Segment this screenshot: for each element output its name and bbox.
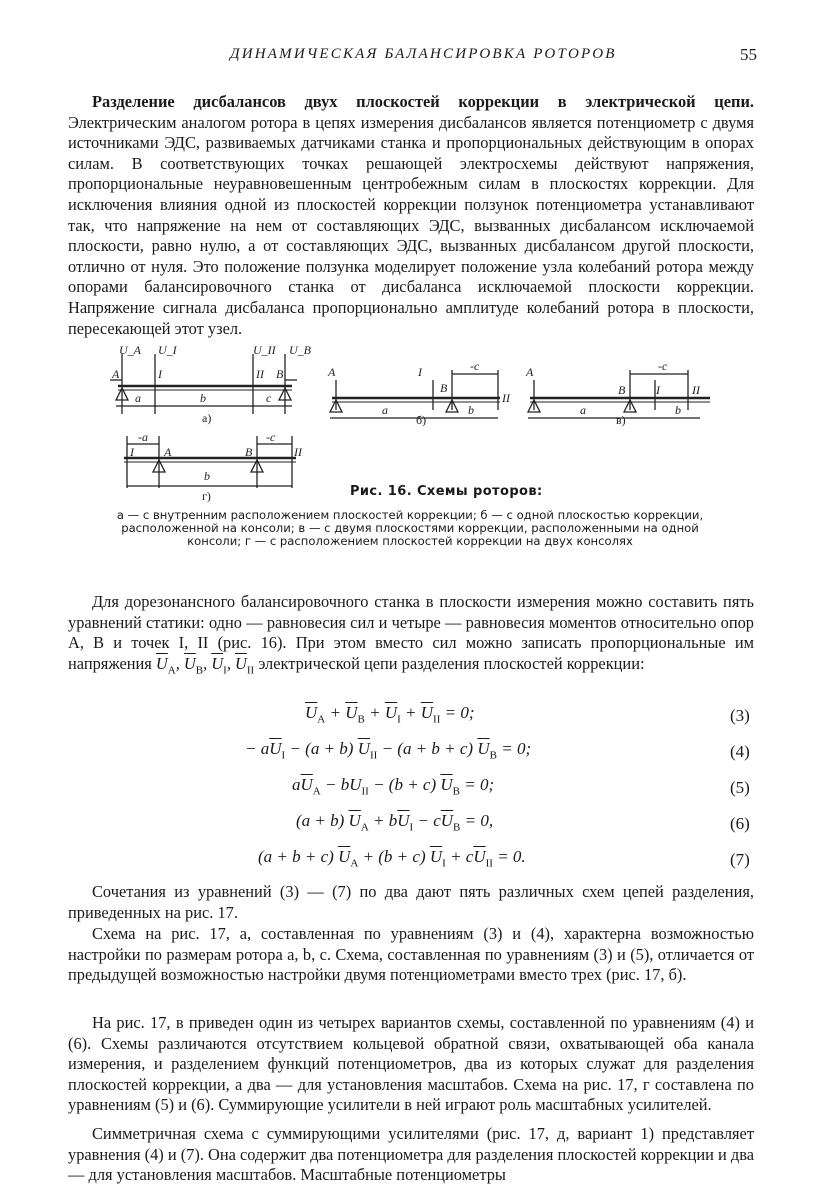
label-b-support: B — [276, 367, 284, 381]
paragraph-lead: Разделение дисбалансов двух плоскостей коррекции в электрической цепи. — [92, 92, 754, 111]
label-d-dim-b: b — [204, 469, 210, 483]
label-c-i: I — [656, 383, 660, 397]
label-dim-a: a — [135, 391, 141, 405]
intro-tail: электрической цепи разделения плоскостей коррекции: — [258, 653, 645, 673]
label-d-i: I — [130, 445, 134, 459]
label-d-minus-c: -c — [266, 430, 276, 444]
figure-title: Рис. 16. Схемы роторов: — [350, 484, 543, 499]
combinations-text: Сочетания из уравнений (3) — (7) по два дают пять различных схем цепей разделения, приведенных на рис. 17. — [68, 882, 754, 922]
equation-3: $\overline{U}_A + \overline{U}_B + \overline{U}_I + \overline{U}_{II} = 0$; — [305, 703, 475, 726]
label-d-ii: II — [294, 445, 302, 459]
sublabel-a: а) — [202, 411, 212, 425]
diagram-b — [330, 370, 500, 418]
sublabel-d: г) — [202, 489, 211, 503]
label-b-a: A — [328, 365, 336, 379]
equation-number-5: (5) — [730, 778, 750, 797]
sublabel-b: б) — [416, 413, 427, 427]
equation-4: − $a\overline{U}_I - (a + b) \overline{U}_{II} - (a + b + c) \overline{U}_B = 0$; — [245, 739, 532, 762]
equation-7: (a + b + c) $\overline{U}_A + (b + c) \overline{U}_I + c\overline{U}_{II} = 0$. — [258, 847, 526, 870]
paragraph-equations-intro: Для дорезонансного балансировочного станка в плоскости измерения можно составить пять уравнений статики: одно — равновесия сил и четыре — равновесия моментов относительно опор A, B и точек I, II (рис. 16). При этом вместо сил можно записать пропорциональные им напряжения $\overline{U}_A$, $\overline{U}_B$, $\overline{U}_I$, $\overline{U}_{II}$ электрической цепи разделения плоскостей коррекции: — [68, 592, 754, 677]
label-c-minus-c: -c — [658, 359, 668, 373]
label-d-b: B — [245, 445, 253, 459]
label-c-b: B — [618, 383, 626, 397]
label-d-a: A — [164, 445, 172, 459]
label-dim-c: c — [266, 391, 272, 405]
running-title: ДИНАМИЧЕСКАЯ БАЛАНСИРОВКА РОТОРОВ — [230, 46, 617, 62]
paragraph-scheme-a — [68, 924, 754, 986]
label-c-a: A — [526, 365, 534, 379]
label-a-support: A — [112, 367, 120, 381]
label-b-dim-b: b — [468, 403, 474, 417]
label-c-ii: II — [692, 383, 700, 397]
page-number: 55 — [740, 45, 757, 64]
equation-number-3: (3) — [730, 706, 750, 725]
symmetric-text: Симметричная схема с суммирующими усилителями (рис. 17, д, вариант 1) представляет уравнения (4) и (7). Она содержит два потенциометра для разделения плоскостей коррекции и два — для установления масштабов. Масштабные потенциометры — [68, 1124, 754, 1185]
paragraph-symmetric — [68, 1124, 754, 1186]
label-plane-ii: II — [256, 367, 264, 381]
scheme-a-text: Схема на рис. 17, а, составленная по уравнениям (3) и (4), характерна возможностью настройки по размерам ротора a, b, c. Схема, составленная по уравнениям (3) и (5), отличается от предыдущей возможностью настройки двумя потенциометрами вместо трех (рис. 17, б). — [68, 924, 754, 985]
label-b-i: I — [418, 365, 422, 379]
label-b-dim-a: a — [382, 403, 388, 417]
label-b-minus-c: -c — [470, 359, 480, 373]
sublabel-c: в) — [616, 413, 626, 427]
equation-6: (a + b) $\overline{U}_A + b\overline{U}_I - c\overline{U}_B = 0$, — [296, 811, 494, 834]
label-d-minus-a: -a — [138, 430, 148, 444]
equation-number-7: (7) — [730, 850, 750, 869]
scheme-v-text: На рис. 17, в приведен один из четырех вариантов схемы, составленной по уравнениям (4) и (6). Схемы различаются отсутствием кольцевой обратной связи, охватывающей оба канала измерения, и разделением функций потенциометров, два из которых служат для разделения плоскостей коррекции, а два — для установления масштабов. Схема на рис. 17, г составлена по уравнениям (5) и (6). Суммирующие усилители в ней играют роль масштабных усилителей. — [68, 1013, 754, 1115]
paragraph-combinations — [68, 882, 754, 923]
paragraph-body: Электрическим аналогом ротора в цепях измерения дисбалансов является потенциометр с двумя источниками ЭДС, развиваемых датчиками станка и пропорциональных действующим в опорах силам. В соответствующих точках решающей электросхемы действуют напряжения, пропорциональные неуравновешенным центробежным силам в плоскостях коррекции. Для исключения влияния одной из плоскостей коррекции ползунок потенциометра устанавливают так, что напряжение на нем от составляющих ЭДС, вызванных дисбалансом исключаемой плоскости, равно нулю, а от составляющих ЭДС, вызванных дисбалансом другой плоскости, отлично от нуля. Это положение ползунка моделирует положение узла колебаний ротора между опорами балансировочного станка от дисбаланса исключаемой плоскости коррекции. Напряжение сигнала дисбаланса пропорционально амплитуде колебаний ротора в плоскости, пересекающей этот узел. — [68, 112, 754, 338]
label-dim-b: b — [200, 391, 206, 405]
equation-number-6: (6) — [730, 814, 750, 833]
diagram-a — [110, 354, 297, 414]
label-ub: U_B — [289, 343, 311, 357]
label-c-dim-a: a — [580, 403, 586, 417]
paragraph-separation — [68, 92, 754, 339]
label-uii: U_II — [253, 343, 276, 357]
label-b-b: B — [440, 381, 448, 395]
label-plane-i: I — [158, 367, 162, 381]
label-b-ii: II — [502, 391, 510, 405]
figure-caption: а — с внутренним расположением плоскостей коррекции; б — с одной плоскостью коррекции, расположенной на консоли; в — с двумя плоскостями коррекции, расположенными на одной консоли; г — с расположением плоскостей коррекции на двух консолях — [116, 508, 704, 548]
label-ui: U_I — [158, 343, 177, 357]
intro-text: Для дорезонансного балансировочного станка в плоскости измерения можно составить пять уравнений статики: одно — равновесия сил и четыре — равновесия моментов относительно опор A, B и точек I, II (рис. 16). При этом вместо сил можно записать пропорциональные им напряжения — [68, 592, 754, 673]
equation-number-4: (4) — [730, 742, 750, 761]
paragraph-scheme-v — [68, 1013, 754, 1116]
label-ua: U_A — [119, 343, 141, 357]
equation-5: $a\overline{U}_A - bU_{II} - (b + c) \overline{U}_B = 0$; — [292, 775, 495, 798]
label-c-dim-b: b — [675, 403, 681, 417]
